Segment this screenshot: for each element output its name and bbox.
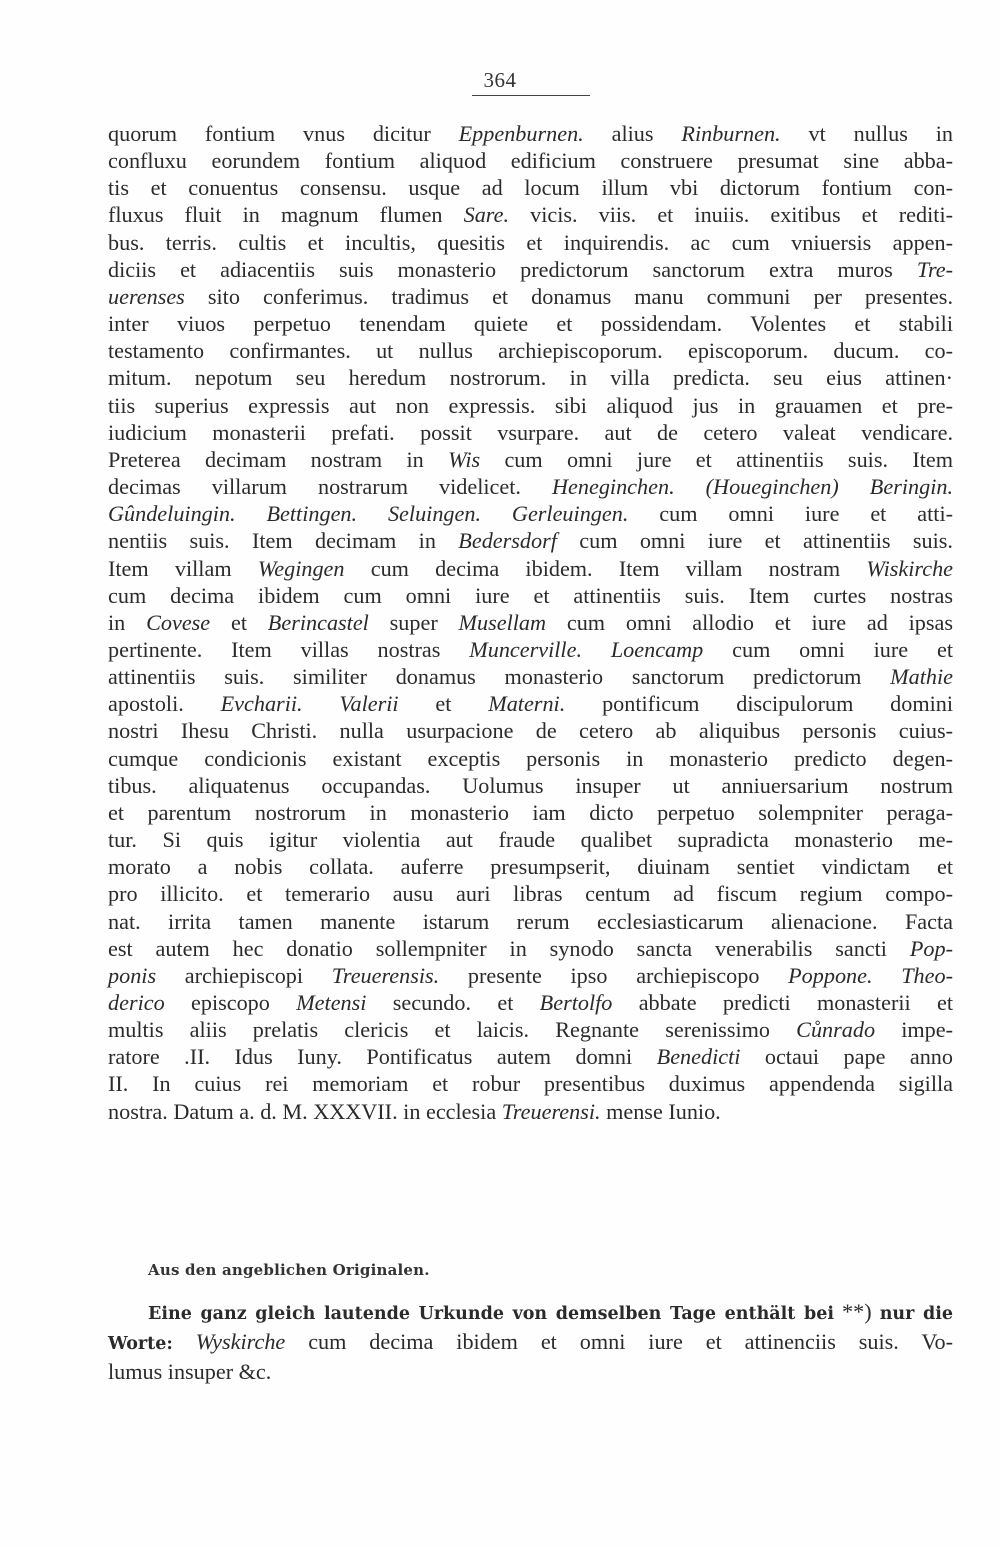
italic-text-run: Evcharii. Valerii <box>220 691 399 717</box>
text-run: cum omni iure et attinentiis suis. <box>556 528 953 554</box>
text-run: multis aliis prelatis clericis et laicis. Regnante serenissimo <box>108 1017 797 1043</box>
text-line <box>108 1328 953 1358</box>
blackletter-text-run: Eine ganz gleich lautende Urkunde von demselben Tage enthält bei <box>148 1304 834 1324</box>
text-run: **) <box>834 1299 880 1324</box>
text-line <box>108 690 953 717</box>
italic-text-run: Bertolfo <box>539 990 613 1015</box>
text-run: abbate predicti monasterii et <box>612 990 953 1015</box>
text-line <box>108 337 953 364</box>
text-line <box>108 500 953 527</box>
italic-text-run: Materni. <box>488 691 566 717</box>
text-run: impe- <box>875 1017 953 1043</box>
editorial-note <box>108 1298 953 1386</box>
text-line <box>108 636 953 663</box>
text-line <box>108 880 953 907</box>
italic-text-run: Pop- <box>909 935 953 961</box>
text-line <box>108 989 953 1016</box>
text-run: nostra. Datum a. d. M. XXXVII. in ecclesia <box>108 1098 502 1124</box>
text-line <box>108 745 953 772</box>
italic-text-run: Sare. <box>463 202 510 228</box>
text-line <box>108 201 953 228</box>
text-line <box>108 799 953 826</box>
text-run: mitum. nepotum seu heredum nostrorum. in villa predicta. seu eius attinen· <box>108 365 953 391</box>
italic-text-run: Covese <box>146 609 211 635</box>
text-run: cum decima ibidem cum omni iure et attinentiis suis. Item curtes nostras <box>108 582 953 608</box>
text-line <box>108 1298 953 1328</box>
text-run: secundo. et <box>366 990 540 1015</box>
text-run: tibus. aliquatenus occupandas. Uolumus insuper ut anniuersarium nostrum <box>108 772 953 798</box>
text-line <box>108 772 953 799</box>
text-run: nat. irrita tamen manente istarum rerum ecclesiasticarum alienacione. Facta <box>108 908 953 934</box>
text-run: vt nullus in <box>780 121 954 146</box>
text-run: attinentiis suis. similiter donamus monasterio sanctorum predictorum <box>108 664 891 690</box>
text-run: alius <box>583 121 682 146</box>
text-run: tis et conuentus consensu. usque ad locum illum vbi dictorum fontium con- <box>108 175 953 201</box>
text-run: cum omni allodio et iure ad ipsas <box>546 609 953 635</box>
text-run: cum decima ibidem. Item villam nostram <box>344 555 867 581</box>
text-run: sito conferimus. tradimus et donamus manu communi per presentes. <box>184 283 953 309</box>
text-line <box>108 473 953 500</box>
text-run: bus. terris. cultis et incultis, quesitis et inquirendis. ac cum vniuersis appen- <box>108 229 953 255</box>
italic-text-run: Mathie <box>890 664 953 690</box>
text-line <box>108 310 953 337</box>
text-run: morato a nobis collata. auferre presumpserit, diuinam sentiet vindictam et <box>108 854 953 880</box>
text-run: cum omni iure et <box>703 636 954 662</box>
text-run: quorum fontium vnus dicitur <box>108 121 459 146</box>
text-line <box>108 419 953 446</box>
italic-text-run: Rinburnen. <box>681 121 781 146</box>
blackletter-text-run: Worte: <box>108 1334 173 1355</box>
text-run: in <box>108 609 147 635</box>
text-run: II. In cuius rei memoriam et robur presentibus duximus appendenda sigilla <box>108 1071 953 1097</box>
text-line <box>108 527 953 554</box>
text-run: octaui pape anno <box>740 1044 953 1070</box>
text-run: pertinente. Item villas nostras <box>108 636 470 662</box>
text-run: decimas villarum nostrarum videlicet. <box>108 474 553 500</box>
text-line <box>108 1358 953 1385</box>
italic-text-run: Heneginchen. (Houeginchen) Beringin. <box>552 474 953 500</box>
source-note: Aus den angeblichen Originalen. <box>148 1261 430 1279</box>
text-line <box>108 962 953 989</box>
text-line <box>108 446 953 473</box>
italic-text-run: Musellam <box>458 609 547 635</box>
text-line <box>108 853 953 880</box>
text-run: confluxu eorundem fontium aliquod edificium construere presumat sine abba- <box>108 148 953 174</box>
text-run: nentiis suis. Item decimam in <box>108 528 459 554</box>
text-line <box>108 392 953 419</box>
text-run: nostri Ihesu Christi. nulla usurpacione de cetero ab aliquibus personis cuius- <box>108 718 953 744</box>
text-run <box>173 1329 196 1354</box>
text-line <box>108 609 953 636</box>
text-run: Item villam <box>108 555 258 581</box>
italic-text-run: derico <box>108 990 165 1015</box>
text-run: est autem hec donatio sollempniter in synodo sancta venerabilis sancti <box>108 935 910 961</box>
text-run: fluxus fluit in magnum flumen <box>108 202 464 228</box>
text-run: pro illicito. et temerario ausu auri libras centum ad fiscum regium compo- <box>108 881 953 907</box>
italic-text-run: ponis <box>108 962 157 988</box>
text-run: presente ipso archiepiscopo <box>439 962 789 988</box>
text-line <box>108 256 953 283</box>
italic-text-run: Wyskirche <box>195 1329 286 1355</box>
text-run: apostoli. <box>108 691 221 717</box>
text-line <box>108 174 953 201</box>
text-run: testamento confirmantes. ut nullus archiepiscoporum. episcoporum. ducum. co- <box>108 338 953 364</box>
italic-text-run: Metensi <box>296 990 367 1015</box>
text-line <box>108 935 953 962</box>
text-line <box>108 283 953 310</box>
text-line <box>108 229 953 256</box>
italic-text-run: uerenses <box>108 283 185 309</box>
text-line <box>108 120 953 147</box>
italic-text-run: Wegingen <box>257 555 345 581</box>
text-run: cum decima ibidem et omni iure et attinenciis suis. Vo- <box>285 1329 953 1355</box>
text-line <box>108 1016 953 1043</box>
text-line <box>108 147 953 174</box>
text-run: cum omni jure et attinentiis suis. Item <box>480 446 953 472</box>
text-run: tiis superius expressis aut non expressis. sibi aliquod jus in grauamen et pre- <box>108 392 953 418</box>
text-run: lumus insuper &c. <box>108 1359 272 1385</box>
text-run: cum omni iure et atti- <box>628 501 953 527</box>
text-run: et <box>210 609 268 635</box>
text-run: diciis et adiacentiis suis monasterio predictorum sanctorum extra muros <box>108 256 917 282</box>
italic-text-run: Bedersdorf <box>458 528 557 554</box>
text-run: super <box>368 609 459 635</box>
italic-text-run: Poppone. Theo- <box>788 962 953 988</box>
text-line <box>108 555 953 582</box>
text-line <box>108 826 953 853</box>
text-run: et <box>398 691 489 717</box>
text-line <box>108 364 953 391</box>
text-run: et parentum nostrorum in monasterio iam dicto perpetuo solempniter peraga- <box>108 799 953 825</box>
text-line <box>108 1098 953 1125</box>
italic-text-run: Treuerensis. <box>331 962 440 988</box>
text-line <box>108 717 953 744</box>
italic-text-run: Eppenburnen. <box>458 121 584 146</box>
text-run: archiepiscopi <box>156 962 332 988</box>
text-line <box>108 1070 953 1097</box>
text-run: cumque condicionis existant exceptis personis in monasterio predicto degen- <box>108 745 953 771</box>
text-run: ratore .II. Idus Iuny. Pontificatus autem domni <box>108 1044 657 1070</box>
text-line <box>108 1043 953 1070</box>
italic-text-run: Benedicti <box>656 1044 741 1070</box>
page-number-rule <box>472 95 590 96</box>
text-run: Preterea decimam nostram in <box>108 446 449 472</box>
charter-body-text <box>108 120 953 1125</box>
text-line <box>108 582 953 609</box>
italic-text-run: Muncerville. Loencamp <box>469 636 704 662</box>
text-run: inter viuos perpetuo tenendam quiete et possidendam. Volentes et stabili <box>108 311 953 337</box>
text-run: mense Iunio. <box>600 1098 721 1124</box>
text-line <box>108 663 953 690</box>
text-line <box>108 908 953 935</box>
italic-text-run: Cůnrado <box>796 1017 876 1043</box>
italic-text-run: Treuerensi. <box>501 1098 601 1124</box>
italic-text-run: Tre- <box>916 256 953 282</box>
italic-text-run: Wiskirche <box>866 555 954 581</box>
italic-text-run: Berincastel <box>267 609 369 635</box>
text-run: pontificum discipulorum domini <box>565 691 954 717</box>
text-run: tur. Si quis igitur violentia aut fraude qualibet supradicta monasterio me- <box>108 827 953 853</box>
italic-text-run: Gûndeluingin. Bettingen. Seluingen. Gerleuingen. <box>108 501 629 527</box>
italic-text-run: Wis <box>448 446 481 472</box>
page-number: 364 <box>483 68 517 92</box>
text-run: episcopo <box>164 990 297 1015</box>
text-run: iudicium monasterii prefati. possit vsurpare. aut de cetero valeat vendicare. <box>108 419 953 445</box>
blackletter-text-run: nur die <box>879 1304 953 1324</box>
text-run: vicis. viis. et inuiis. exitibus et rediti- <box>509 202 953 228</box>
